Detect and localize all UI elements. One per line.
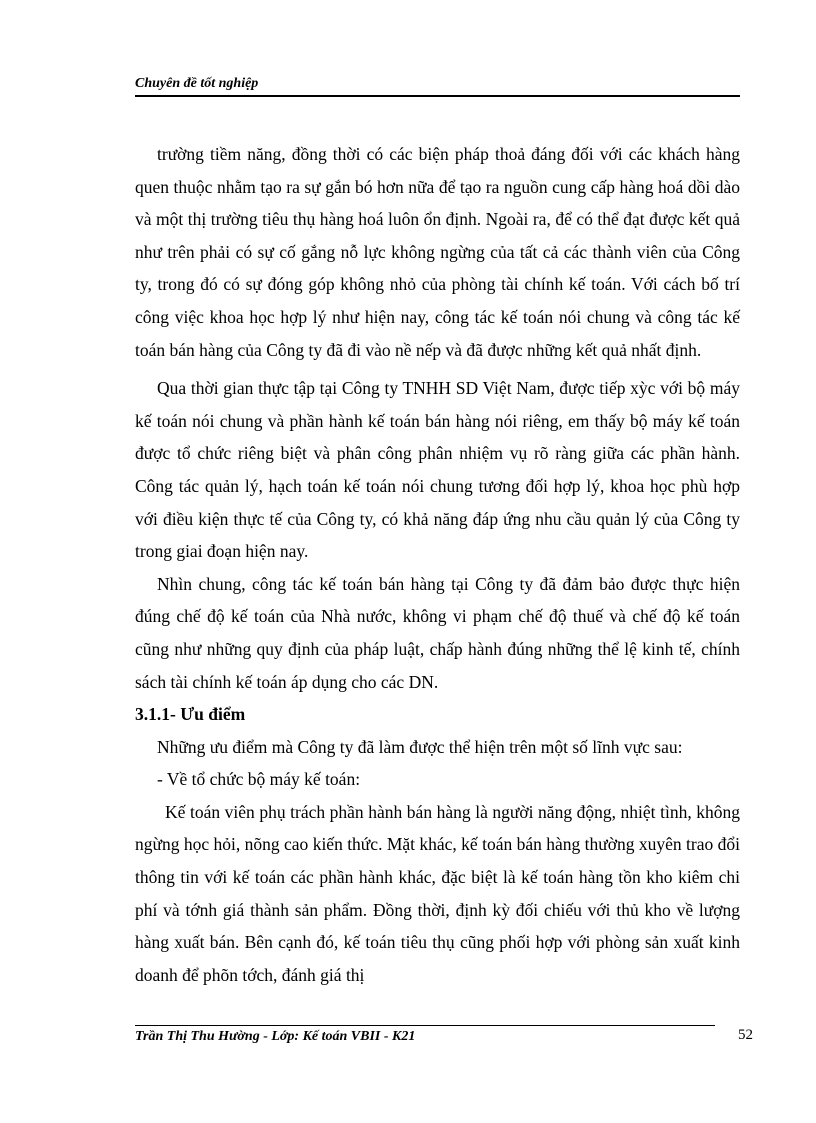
footer-author: Trần Thị Thu Hường - Lớp: Kế toán VBII - K21 <box>135 1029 416 1044</box>
paragraph-4: Những ưu điểm mà Công ty đã làm được thể hiện trên một số lĩnh vực sau: <box>157 736 683 757</box>
header-rule <box>135 95 740 97</box>
page-number: 52 <box>738 1027 753 1043</box>
section-heading: 3.1.1- Ưu điểm <box>135 704 246 725</box>
list-item: - Về tổ chức bộ máy kế toán: <box>157 769 361 790</box>
body-text <box>135 138 740 991</box>
header-title: Chuyên đề tốt nghiệp <box>135 76 259 91</box>
paragraph-5: Kế toán viên phụ trách phần hành bán hàng là người năng động, nhiệt tình, không ngừng học hỏi, nõng cao kiến thức. Mặt khác, kế toán bán hàng thường xuyên trao đổi thông tin với kế toán các phần hành khác, đặc biệt là kế toán hàng tồn kho kiêm chi phí và tớnh giá thành sản phẩm. Đồng thời, định kỳ đối chiếu với thủ kho về lượng hàng xuất bán. Bên cạnh đó, kế toán tiêu thụ cũng phối hợp với phòng sản xuất kinh doanh để phõn tớch, đánh giá thị <box>135 801 740 985</box>
footer-rule <box>135 1025 715 1026</box>
paragraph-1: trường tiềm năng, đồng thời có các biện pháp thoả đáng đối với các khách hàng quen thuộc nhằm tạo ra sự gắn bó hơn nữa để tạo ra nguồn cung cấp hàng hoá dồi dào và một thị trường tiêu thụ hàng hoá luôn ổn định. Ngoài ra, để có thể đạt được kết quả như trên phải có sự cố gắng nỗ lực không ngừng của tất cả các thành viên của Công ty, trong đó có sự đóng góp không nhỏ của phòng tài chính kế toán. Với cách bố trí công việc khoa học hợp lý như hiện nay, công tác kế toán nói chung và công tác kế toán bán hàng của Công ty đã đi vào nề nếp và đã được những kết quả nhất định. <box>135 144 740 360</box>
paragraph-2: Qua thời gian thực tập tại Công ty TNHH SD Việt Nam, được tiếp xỳc với bộ máy kế toán nói chung và phần hành kế toán bán hàng nói riêng, em thấy bộ máy kế toán được tổ chức riêng biệt và phân công phân nhiệm vụ rõ ràng giữa các phần hành. Công tác quản lý, hạch toán kế toán nói chung tương đối hợp lý, khoa học phù hợp với điều kiện thực tế của Công ty, có khả năng đáp ứng nhu cầu quản lý của Công ty trong giai đoạn hiện nay. <box>135 378 740 562</box>
paragraph-3: Nhìn chung, công tác kế toán bán hàng tại Công ty đã đảm bảo được thực hiện đúng chế độ kế toán của Nhà nước, không vi phạm chế độ thuế và chế độ kế toán cũng như những quy định của pháp luật, chấp hành đúng những thể lệ kinh tế, chính sách tài chính kế toán áp dụng cho các DN. <box>135 573 740 692</box>
